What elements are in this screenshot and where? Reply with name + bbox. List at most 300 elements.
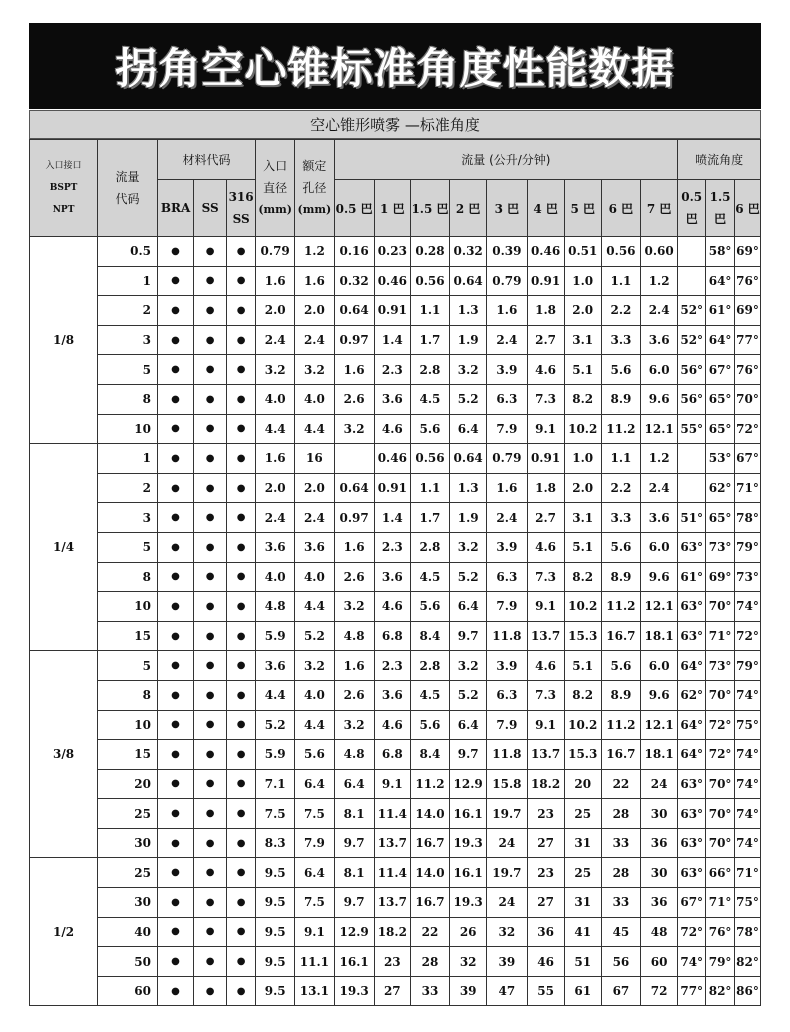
material-dot-cell: ● (227, 414, 256, 444)
flow-code-cell: 5 (98, 651, 158, 681)
flow-value-cell: 6.4 (450, 592, 487, 622)
material-dot-cell: ● (157, 769, 193, 799)
flow-value-cell: 1.6 (334, 532, 374, 562)
flow-value-cell: 0.60 (641, 237, 678, 267)
flow-value-cell: 4.6 (527, 355, 564, 385)
flow-value-cell: 31 (564, 888, 601, 918)
flow-value-cell: 1.9 (450, 503, 487, 533)
spray-angle-cell: 79° (706, 947, 735, 977)
flow-value-cell: 0.64 (450, 444, 487, 474)
orifice-cell: 4.4 (295, 592, 334, 622)
spray-angle-cell (678, 237, 706, 267)
flow-value-cell: 2.7 (527, 503, 564, 533)
flow-value-cell: 60 (641, 947, 678, 977)
material-dot-cell: ● (157, 444, 193, 474)
spray-angle-cell: 64° (706, 325, 735, 355)
orifice-cell: 6.4 (295, 858, 334, 888)
spray-angle-cell: 74° (735, 740, 761, 770)
rated-orifice-label-1: 额定 (302, 159, 327, 173)
flow-value-cell: 33 (601, 888, 640, 918)
flow-value-cell: 8.9 (601, 680, 640, 710)
material-dot-cell: ● (194, 947, 227, 977)
flow-value-cell: 13.7 (374, 888, 410, 918)
pressure-header-5: 4 巴 (527, 180, 564, 237)
flow-value-cell: 72 (641, 976, 678, 1006)
inlet-diameter-cell: 9.5 (256, 947, 295, 977)
flow-value-cell: 0.51 (564, 237, 601, 267)
flow-value-cell: 47 (487, 976, 527, 1006)
material-dot-cell: ● (157, 858, 193, 888)
pressure-header-6: 5 巴 (564, 180, 601, 237)
pressure-header-0: 0.5 巴 (334, 180, 374, 237)
flow-value-cell: 3.3 (601, 325, 640, 355)
material-dot-cell: ● (157, 414, 193, 444)
spray-angle-cell: 71° (735, 473, 761, 503)
flow-value-cell: 6.0 (641, 355, 678, 385)
flow-value-cell: 19.3 (334, 976, 374, 1006)
spray-angle-cell: 52° (678, 325, 706, 355)
flow-value-cell: 26 (450, 917, 487, 947)
table-row (30, 592, 761, 622)
material-dot-cell: ● (157, 355, 193, 385)
flow-value-cell: 1.0 (564, 266, 601, 296)
flow-value-cell: 6.0 (641, 532, 678, 562)
inlet-diameter-cell: 3.6 (256, 532, 295, 562)
spray-angle-cell: 76° (735, 355, 761, 385)
flow-value-cell: 19.3 (450, 828, 487, 858)
flow-value-cell: 10.2 (564, 592, 601, 622)
flow-value-cell: 8.9 (601, 384, 640, 414)
flow-value-cell: 6.0 (641, 651, 678, 681)
spray-angle-cell: 73° (735, 562, 761, 592)
material-dot-cell: ● (227, 325, 256, 355)
table-row (30, 917, 761, 947)
flow-value-cell: 11.2 (601, 414, 640, 444)
flow-value-cell: 6.3 (487, 680, 527, 710)
flow-code-cell: 40 (98, 917, 158, 947)
flow-value-cell: 2.4 (487, 503, 527, 533)
orifice-cell: 5.6 (295, 740, 334, 770)
flow-value-cell: 30 (641, 799, 678, 829)
material-dot-cell: ● (227, 917, 256, 947)
inlet-diameter-cell: 3.2 (256, 355, 295, 385)
flow-code-cell: 5 (98, 355, 158, 385)
flow-code-cell: 25 (98, 858, 158, 888)
table-body (30, 237, 761, 1006)
material-dot-cell: ● (227, 444, 256, 474)
inlet-diameter-cell: 5.9 (256, 740, 295, 770)
material-dot-cell: ● (227, 799, 256, 829)
flow-value-cell: 16.1 (450, 858, 487, 888)
flow-value-cell: 11.8 (487, 621, 527, 651)
flow-value-cell: 19.7 (487, 799, 527, 829)
flow-value-cell: 24 (641, 769, 678, 799)
orifice-cell: 3.2 (295, 355, 334, 385)
flow-value-cell: 22 (410, 917, 449, 947)
material-dot-cell: ● (194, 503, 227, 533)
flow-value-cell (334, 444, 374, 474)
flow-code-cell: 2 (98, 296, 158, 326)
flow-value-cell: 0.56 (410, 444, 449, 474)
inlet-diameter-cell: 4.0 (256, 384, 295, 414)
flow-value-cell: 3.6 (374, 384, 410, 414)
flow-value-cell: 3.2 (450, 355, 487, 385)
table-row (30, 740, 761, 770)
flow-value-cell: 55 (527, 976, 564, 1006)
inlet-diameter-cell: 9.5 (256, 858, 295, 888)
spray-angle-cell: 53° (706, 444, 735, 474)
title-banner (29, 23, 761, 109)
flow-value-cell: 9.7 (334, 888, 374, 918)
spray-angle-cell: 71° (706, 621, 735, 651)
flow-code-cell: 10 (98, 710, 158, 740)
spray-angle-cell: 64° (706, 266, 735, 296)
flow-value-cell: 8.4 (410, 740, 449, 770)
flow-value-cell: 6.8 (374, 621, 410, 651)
spray-angle-cell: 79° (735, 651, 761, 681)
spray-angle-cell: 69° (706, 562, 735, 592)
flow-value-cell: 2.6 (334, 562, 374, 592)
flow-value-cell: 3.6 (374, 680, 410, 710)
inlet-diameter-cell: 5.2 (256, 710, 295, 740)
material-dot-cell: ● (194, 414, 227, 444)
flow-value-cell: 18.2 (527, 769, 564, 799)
flow-value-cell: 0.79 (487, 266, 527, 296)
inlet-diameter-cell: 0.79 (256, 237, 295, 267)
flow-value-cell: 1.6 (487, 473, 527, 503)
material-dot-cell: ● (157, 325, 193, 355)
flow-code-cell: 50 (98, 947, 158, 977)
flow-value-cell: 10.2 (564, 710, 601, 740)
connection-size-cell: 1/4 (30, 444, 98, 651)
flow-code-cell: 25 (98, 799, 158, 829)
material-dot-cell: ● (157, 740, 193, 770)
flow-value-cell: 1.3 (450, 296, 487, 326)
spray-angle-cell: 64° (678, 710, 706, 740)
flow-code-cell: 30 (98, 888, 158, 918)
material-dot-cell: ● (227, 858, 256, 888)
spray-angle-cell: 71° (735, 858, 761, 888)
flow-value-cell: 2.6 (334, 680, 374, 710)
material-dot-cell: ● (227, 355, 256, 385)
table-row (30, 355, 761, 385)
flow-value-cell: 1.1 (601, 266, 640, 296)
inlet-diameter-cell: 4.0 (256, 562, 295, 592)
material-dot-cell: ● (227, 503, 256, 533)
material-dot-cell: ● (194, 828, 227, 858)
flow-value-cell: 61 (564, 976, 601, 1006)
inlet-diameter-cell: 5.9 (256, 621, 295, 651)
material-dot-cell: ● (157, 562, 193, 592)
table-row (30, 266, 761, 296)
flow-value-cell: 5.1 (564, 651, 601, 681)
flow-value-cell: 1.9 (450, 325, 487, 355)
flow-value-cell: 3.2 (334, 592, 374, 622)
flow-value-cell: 0.97 (334, 325, 374, 355)
orifice-cell: 6.4 (295, 769, 334, 799)
flow-value-cell: 16.1 (334, 947, 374, 977)
spray-angle-cell: 73° (706, 651, 735, 681)
flow-value-cell: 11.4 (374, 799, 410, 829)
flow-value-cell: 18.1 (641, 621, 678, 651)
flow-value-cell: 4.8 (334, 740, 374, 770)
flow-value-cell: 24 (487, 828, 527, 858)
flow-value-cell: 9.1 (527, 592, 564, 622)
material-dot-cell: ● (157, 592, 193, 622)
material-dot-cell: ● (194, 740, 227, 770)
table-row (30, 503, 761, 533)
flow-value-cell: 2.0 (564, 473, 601, 503)
spray-angle-cell: 72° (735, 621, 761, 651)
flow-value-cell: 0.91 (374, 296, 410, 326)
orifice-cell: 7.5 (295, 888, 334, 918)
flow-value-cell: 6.4 (450, 710, 487, 740)
material-dot-cell: ● (157, 266, 193, 296)
flow-value-cell: 1.2 (641, 444, 678, 474)
material-dot-cell: ● (194, 296, 227, 326)
flow-code-label-2: 代码 (115, 192, 140, 206)
orifice-cell: 16 (295, 444, 334, 474)
inlet-diameter-cell: 4.4 (256, 680, 295, 710)
material-dot-cell: ● (194, 266, 227, 296)
inlet-diameter-cell: 2.4 (256, 325, 295, 355)
pressure-header-7: 6 巴 (601, 180, 640, 237)
orifice-cell: 4.0 (295, 384, 334, 414)
flow-value-cell: 4.5 (410, 680, 449, 710)
material-dot-cell: ● (227, 266, 256, 296)
material-dot-cell: ● (157, 384, 193, 414)
flow-value-cell: 41 (564, 917, 601, 947)
flow-value-cell: 33 (410, 976, 449, 1006)
spray-angle-cell: 65° (706, 414, 735, 444)
flow-value-cell: 19.3 (450, 888, 487, 918)
table-row (30, 414, 761, 444)
flow-value-cell: 0.39 (487, 237, 527, 267)
spray-angle-cell: 67° (706, 355, 735, 385)
flow-value-cell: 6.3 (487, 562, 527, 592)
flow-value-cell: 23 (374, 947, 410, 977)
inlet-diameter-header (256, 140, 295, 237)
flow-value-cell: 16.7 (410, 828, 449, 858)
flow-value-cell: 0.64 (334, 473, 374, 503)
flow-value-cell: 51 (564, 947, 601, 977)
flow-value-cell: 7.9 (487, 592, 527, 622)
flow-value-cell: 19.7 (487, 858, 527, 888)
spray-angle-cell: 55° (678, 414, 706, 444)
material-header-1: SS (194, 180, 227, 237)
flow-code-cell: 8 (98, 384, 158, 414)
flow-value-cell: 1.7 (410, 325, 449, 355)
flow-code-label-1: 流量 (115, 170, 140, 184)
inlet-connection-header (30, 140, 98, 237)
inlet-diameter-unit: (mm) (258, 203, 293, 216)
spray-angle-cell: 70° (735, 384, 761, 414)
table-row (30, 710, 761, 740)
flow-value-cell: 0.32 (450, 237, 487, 267)
flow-value-cell: 0.56 (410, 266, 449, 296)
spray-angle-cell: 72° (678, 917, 706, 947)
flow-value-cell: 39 (487, 947, 527, 977)
orifice-cell: 13.1 (295, 976, 334, 1006)
material-dot-cell: ● (157, 680, 193, 710)
flow-value-cell: 67 (601, 976, 640, 1006)
flow-value-cell: 9.7 (450, 740, 487, 770)
flow-value-cell: 2.4 (641, 296, 678, 326)
material-code-header: 材料代码 (157, 140, 255, 180)
spray-angle-cell: 77° (678, 976, 706, 1006)
table-subtitle: 空心锥形喷雾 —标准角度 (29, 110, 761, 139)
flow-value-cell: 1.8 (527, 296, 564, 326)
orifice-cell: 3.6 (295, 532, 334, 562)
material-dot-cell: ● (194, 888, 227, 918)
spray-angle-cell: 64° (678, 740, 706, 770)
flow-value-cell: 4.6 (527, 532, 564, 562)
spray-angle-cell: 70° (706, 680, 735, 710)
flow-value-cell: 5.6 (601, 532, 640, 562)
material-dot-cell: ● (227, 473, 256, 503)
flow-value-cell: 28 (601, 799, 640, 829)
orifice-cell: 1.6 (295, 266, 334, 296)
flow-value-cell: 56 (601, 947, 640, 977)
table-row (30, 473, 761, 503)
spray-angle-cell: 78° (735, 917, 761, 947)
spray-angle-cell: 58° (706, 237, 735, 267)
flow-value-cell: 8.4 (410, 621, 449, 651)
spray-angle-cell: 79° (735, 532, 761, 562)
flow-value-cell: 8.2 (564, 562, 601, 592)
material-dot-cell: ● (194, 680, 227, 710)
flow-value-cell: 3.1 (564, 503, 601, 533)
spray-angle-cell: 75° (735, 888, 761, 918)
material-dot-cell: ● (194, 444, 227, 474)
flow-value-cell: 9.1 (527, 414, 564, 444)
flow-value-cell: 0.16 (334, 237, 374, 267)
flow-value-cell: 0.32 (334, 266, 374, 296)
orifice-cell: 2.4 (295, 503, 334, 533)
connection-size-cell: 3/8 (30, 651, 98, 858)
inlet-diameter-cell: 7.1 (256, 769, 295, 799)
inlet-diameter-cell: 1.6 (256, 444, 295, 474)
angle-pressure-header-2: 6 巴 (735, 180, 761, 237)
flow-code-cell: 20 (98, 769, 158, 799)
flow-value-cell: 3.6 (641, 503, 678, 533)
material-dot-cell: ● (194, 858, 227, 888)
flow-value-cell: 24 (487, 888, 527, 918)
spray-angle-cell: 82° (735, 947, 761, 977)
flow-value-cell: 4.6 (527, 651, 564, 681)
rated-orifice-label-2: 孔径 (302, 181, 327, 195)
material-dot-cell: ● (157, 296, 193, 326)
spray-angle-cell: 63° (678, 799, 706, 829)
spray-angle-cell: 74° (735, 592, 761, 622)
orifice-cell: 7.9 (295, 828, 334, 858)
flow-value-cell: 27 (527, 828, 564, 858)
table-row (30, 799, 761, 829)
table-row (30, 769, 761, 799)
flow-value-cell: 13.7 (374, 828, 410, 858)
flow-value-cell: 0.64 (334, 296, 374, 326)
material-dot-cell: ● (194, 769, 227, 799)
flow-value-cell: 8.2 (564, 384, 601, 414)
spray-angle-cell: 62° (706, 473, 735, 503)
flow-code-cell: 3 (98, 325, 158, 355)
flow-value-cell: 5.2 (450, 680, 487, 710)
material-dot-cell: ● (227, 680, 256, 710)
flow-code-cell: 60 (98, 976, 158, 1006)
material-dot-cell: ● (157, 237, 193, 267)
flow-value-cell: 16.7 (601, 740, 640, 770)
npt-label: NPT (52, 205, 75, 215)
flow-value-cell: 11.2 (601, 592, 640, 622)
flow-value-cell: 3.9 (487, 532, 527, 562)
flow-value-cell: 2.3 (374, 651, 410, 681)
inlet-diameter-cell: 7.5 (256, 799, 295, 829)
inlet-diameter-label-1: 入口 (263, 159, 288, 173)
flow-value-cell: 3.6 (641, 325, 678, 355)
flow-value-cell: 5.6 (410, 592, 449, 622)
flow-value-cell: 2.3 (374, 532, 410, 562)
flow-value-cell: 2.8 (410, 532, 449, 562)
flow-value-cell: 23 (527, 858, 564, 888)
flow-value-cell: 4.6 (374, 592, 410, 622)
spray-angle-cell: 77° (735, 325, 761, 355)
rated-orifice-unit: (mm) (297, 203, 332, 216)
flow-value-cell: 3.2 (450, 532, 487, 562)
flow-code-cell: 1 (98, 266, 158, 296)
flow-value-cell: 2.3 (374, 355, 410, 385)
spray-angle-cell: 61° (678, 562, 706, 592)
flow-code-header (98, 140, 158, 237)
flow-value-cell: 7.9 (487, 414, 527, 444)
orifice-cell: 4.4 (295, 710, 334, 740)
flow-value-cell: 8.2 (564, 680, 601, 710)
flow-value-cell: 9.6 (641, 384, 678, 414)
inlet-diameter-cell: 2.4 (256, 503, 295, 533)
flow-code-cell: 15 (98, 621, 158, 651)
material-dot-cell: ● (157, 888, 193, 918)
flow-value-cell: 1.6 (334, 355, 374, 385)
flow-value-cell: 6.4 (450, 414, 487, 444)
flow-value-cell: 2.4 (487, 325, 527, 355)
material-dot-cell: ● (194, 799, 227, 829)
flow-value-cell: 15.8 (487, 769, 527, 799)
flow-value-cell: 22 (601, 769, 640, 799)
spray-angle-cell: 63° (678, 532, 706, 562)
flow-value-cell: 1.1 (410, 473, 449, 503)
material-dot-cell: ● (227, 888, 256, 918)
flow-value-cell: 14.0 (410, 799, 449, 829)
flow-value-cell: 1.1 (410, 296, 449, 326)
orifice-cell: 11.1 (295, 947, 334, 977)
spray-angle-cell: 76° (706, 917, 735, 947)
flow-value-cell: 27 (374, 976, 410, 1006)
table-row (30, 384, 761, 414)
pressure-header-4: 3 巴 (487, 180, 527, 237)
flow-value-cell: 11.4 (374, 858, 410, 888)
flow-value-cell: 7.3 (527, 680, 564, 710)
flow-value-cell: 3.3 (601, 503, 640, 533)
flow-value-cell: 16.1 (450, 799, 487, 829)
flow-value-cell: 3.9 (487, 355, 527, 385)
flow-value-cell: 5.1 (564, 532, 601, 562)
flow-value-cell: 18.1 (641, 740, 678, 770)
flow-value-cell: 5.6 (601, 355, 640, 385)
spray-angle-cell: 63° (678, 769, 706, 799)
flow-value-cell: 2.7 (527, 325, 564, 355)
material-dot-cell: ● (157, 621, 193, 651)
spray-angle-cell: 70° (706, 769, 735, 799)
flow-value-cell: 46 (527, 947, 564, 977)
